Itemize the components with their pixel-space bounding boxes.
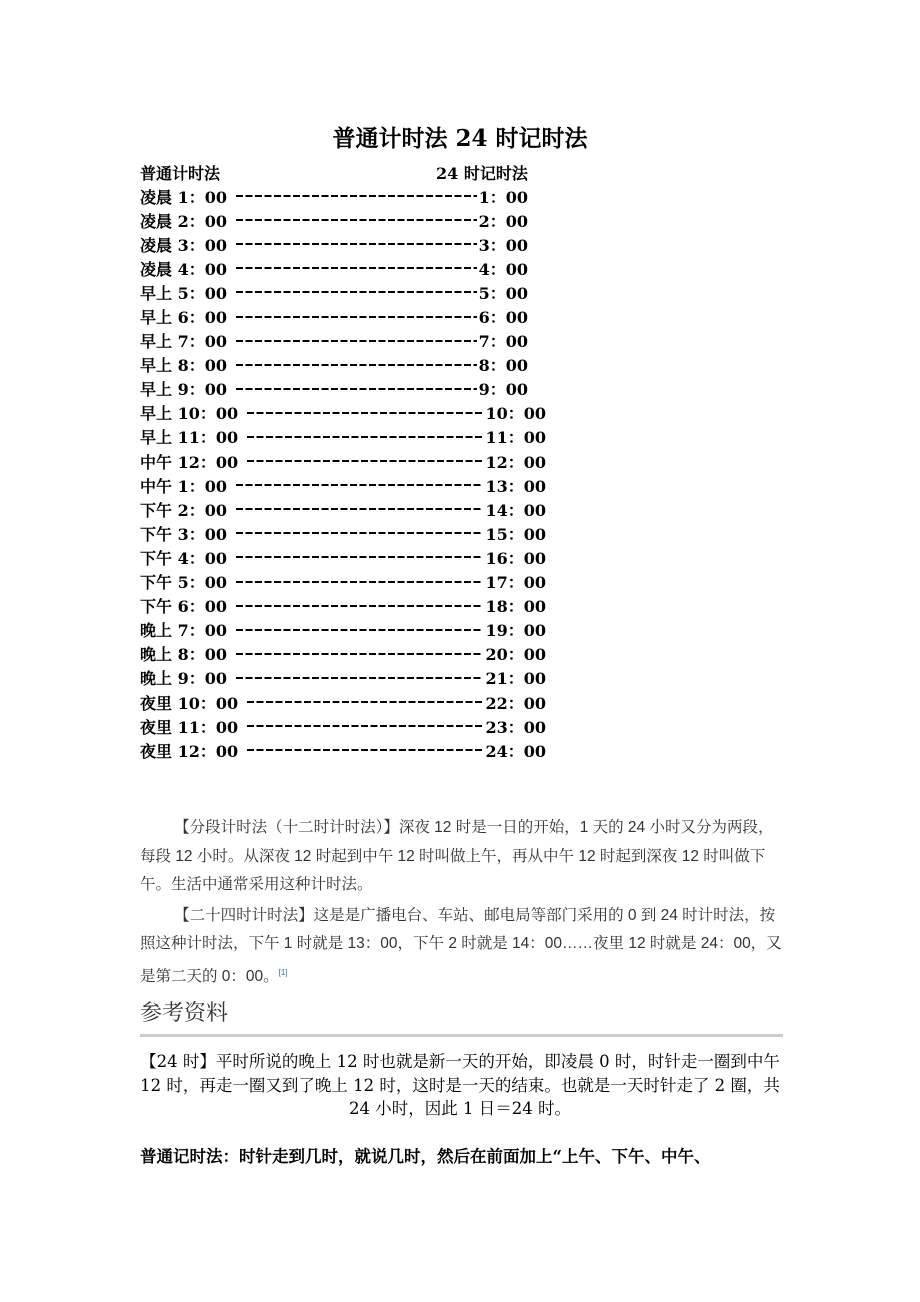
dash-line [236, 364, 477, 366]
normal-time: 凌晨 3：00 [140, 235, 227, 255]
table-row [140, 280, 528, 304]
dash-line [236, 484, 483, 486]
table-row [140, 642, 546, 666]
dash-line [247, 725, 483, 727]
24h-time: 20：00 [485, 645, 546, 665]
24h-time: 5：00 [478, 283, 528, 303]
24h-time: 9：00 [478, 380, 528, 400]
24h-time: 15：00 [485, 524, 546, 544]
dash-line [236, 581, 483, 583]
citation-link[interactable]: [1] [278, 967, 288, 977]
table-row [140, 256, 528, 280]
normal-time: 中午 12：00 [140, 452, 239, 472]
24h-time: 8：00 [478, 356, 528, 376]
table-row [140, 304, 528, 328]
24h-time: 12：00 [485, 452, 546, 472]
24h-time: 13：00 [485, 476, 546, 496]
table-row [140, 618, 546, 642]
24h-time: 10：00 [485, 404, 546, 424]
dash-line [247, 701, 483, 703]
normal-time: 夜里 10：00 [140, 693, 239, 713]
normal-time: 早上 8：00 [140, 356, 227, 376]
24h-time: 14：00 [485, 500, 546, 520]
normal-time: 下午 4：00 [140, 548, 227, 568]
table-row [140, 690, 546, 714]
dash-line [236, 629, 483, 631]
table-row [140, 353, 528, 377]
24h-time: 7：00 [478, 332, 528, 352]
table-row [140, 473, 546, 497]
dash-line [236, 340, 477, 342]
table-row [140, 377, 528, 401]
dash-line [236, 677, 483, 679]
references-heading: 参考资料 [140, 996, 783, 1037]
normal-time: 晚上 8：00 [140, 645, 227, 665]
dash-line [236, 532, 483, 534]
24h-time: 4：00 [478, 259, 528, 279]
table-row [140, 425, 546, 449]
normal-time: 早上 9：00 [140, 380, 227, 400]
normal-time: 下午 5：00 [140, 573, 227, 593]
normal-time: 早上 5：00 [140, 283, 227, 303]
dash-line [236, 195, 477, 197]
dash-line [236, 388, 477, 390]
dash-line [236, 508, 483, 510]
normal-time: 下午 3：00 [140, 524, 227, 544]
24h-time: 6：00 [478, 308, 528, 328]
dash-line [247, 412, 483, 414]
24h-time: 24：00 [485, 741, 546, 761]
explanation-text [140, 814, 782, 993]
normal-time: 下午 2：00 [140, 500, 227, 520]
page-title: 普通计时法 24 时记时法 [332, 125, 588, 152]
24h-time: 16：00 [485, 548, 546, 568]
normal-time: 早上 6：00 [140, 308, 227, 328]
table-row [140, 570, 546, 594]
table-row [140, 401, 546, 425]
table-row [140, 594, 546, 618]
paragraph-twelve-hour: 【分段计时法（十二时计时法）】深夜 12 时是一日的开始，1 天的 24 小时又分为两段，每段 12 小时。从深夜 12 时起到中午 12 时叫做上午，再从中午 12 时起到深夜 12 时叫做下午。生活中通常采用这种计时法。 [140, 819, 774, 893]
table-row [140, 497, 546, 521]
dash-line [236, 316, 477, 318]
normal-time: 夜里 12：00 [140, 741, 239, 761]
dash-line [236, 219, 477, 221]
table-row [140, 714, 546, 738]
table-row [140, 666, 546, 690]
references-text: 【24 时】平时所说的晚上 12 时也就是新一天的开始，即凌晨 0 时，时针走一圈到中午 12 时，再走一圈又到了晚上 12 时，这时是一天的结束。也就是一天时针走了 2 圈，共 24 小时，因此 1 日＝24 时。 [140, 1052, 780, 1118]
paragraph-text: 【二十四时计时法】这是是广播电台、车站、邮电局等部门采用的 0 到 24 时计时法，按照这种计时法，下午 1 时就是 13：00，下午 2 时就是 14：00……夜里 12 时就是 24：00，又是第二天的 0：00。 [140, 906, 782, 985]
table-row [140, 521, 546, 545]
table-row [140, 545, 546, 569]
normal-time: 夜里 11：00 [140, 717, 239, 737]
24h-time: 23：00 [485, 717, 546, 737]
24h-time: 18：00 [485, 597, 546, 617]
table-row [140, 232, 528, 256]
normal-time: 晚上 7：00 [140, 621, 227, 641]
normal-time: 凌晨 2：00 [140, 211, 227, 231]
24h-time: 3：00 [478, 235, 528, 255]
normal-time: 凌晨 1：00 [140, 187, 227, 207]
24h-time: 19：00 [485, 621, 546, 641]
dash-line [236, 243, 477, 245]
table-row [140, 449, 546, 473]
dash-line [247, 749, 483, 751]
table-row [140, 208, 528, 232]
paragraph-twenty-four-hour [140, 902, 782, 992]
normal-time: 晚上 9：00 [140, 669, 227, 689]
24h-time: 21：00 [485, 669, 546, 689]
table-row [140, 329, 528, 353]
dash-line [236, 653, 483, 655]
normal-time: 中午 1：00 [140, 476, 227, 496]
time-conversion-table [140, 184, 546, 762]
header-left: 普通计时法 [140, 164, 221, 183]
dash-line [236, 291, 477, 293]
table-row [140, 738, 546, 762]
24h-time: 11：00 [485, 428, 546, 448]
normal-time: 早上 11：00 [140, 428, 239, 448]
table-header [140, 161, 528, 184]
header-right: 24 时记时法 [436, 164, 528, 183]
normal-time: 早上 7：00 [140, 332, 227, 352]
table-row [140, 184, 528, 208]
normal-time-description: 普通记时法：时针走到几时，就说几时，然后在前面加上“上午、下午、中午、 [140, 1147, 711, 1166]
dash-line [236, 267, 477, 269]
normal-time: 早上 10：00 [140, 404, 239, 424]
24h-time: 17：00 [485, 573, 546, 593]
24h-time: 2：00 [478, 211, 528, 231]
dash-line [236, 556, 483, 558]
dash-line [247, 436, 483, 438]
dash-line [236, 605, 483, 607]
24h-time: 1：00 [478, 187, 528, 207]
normal-time: 下午 6：00 [140, 597, 227, 617]
dash-line [247, 460, 483, 462]
24h-time: 22：00 [485, 693, 546, 713]
normal-time: 凌晨 4：00 [140, 259, 227, 279]
